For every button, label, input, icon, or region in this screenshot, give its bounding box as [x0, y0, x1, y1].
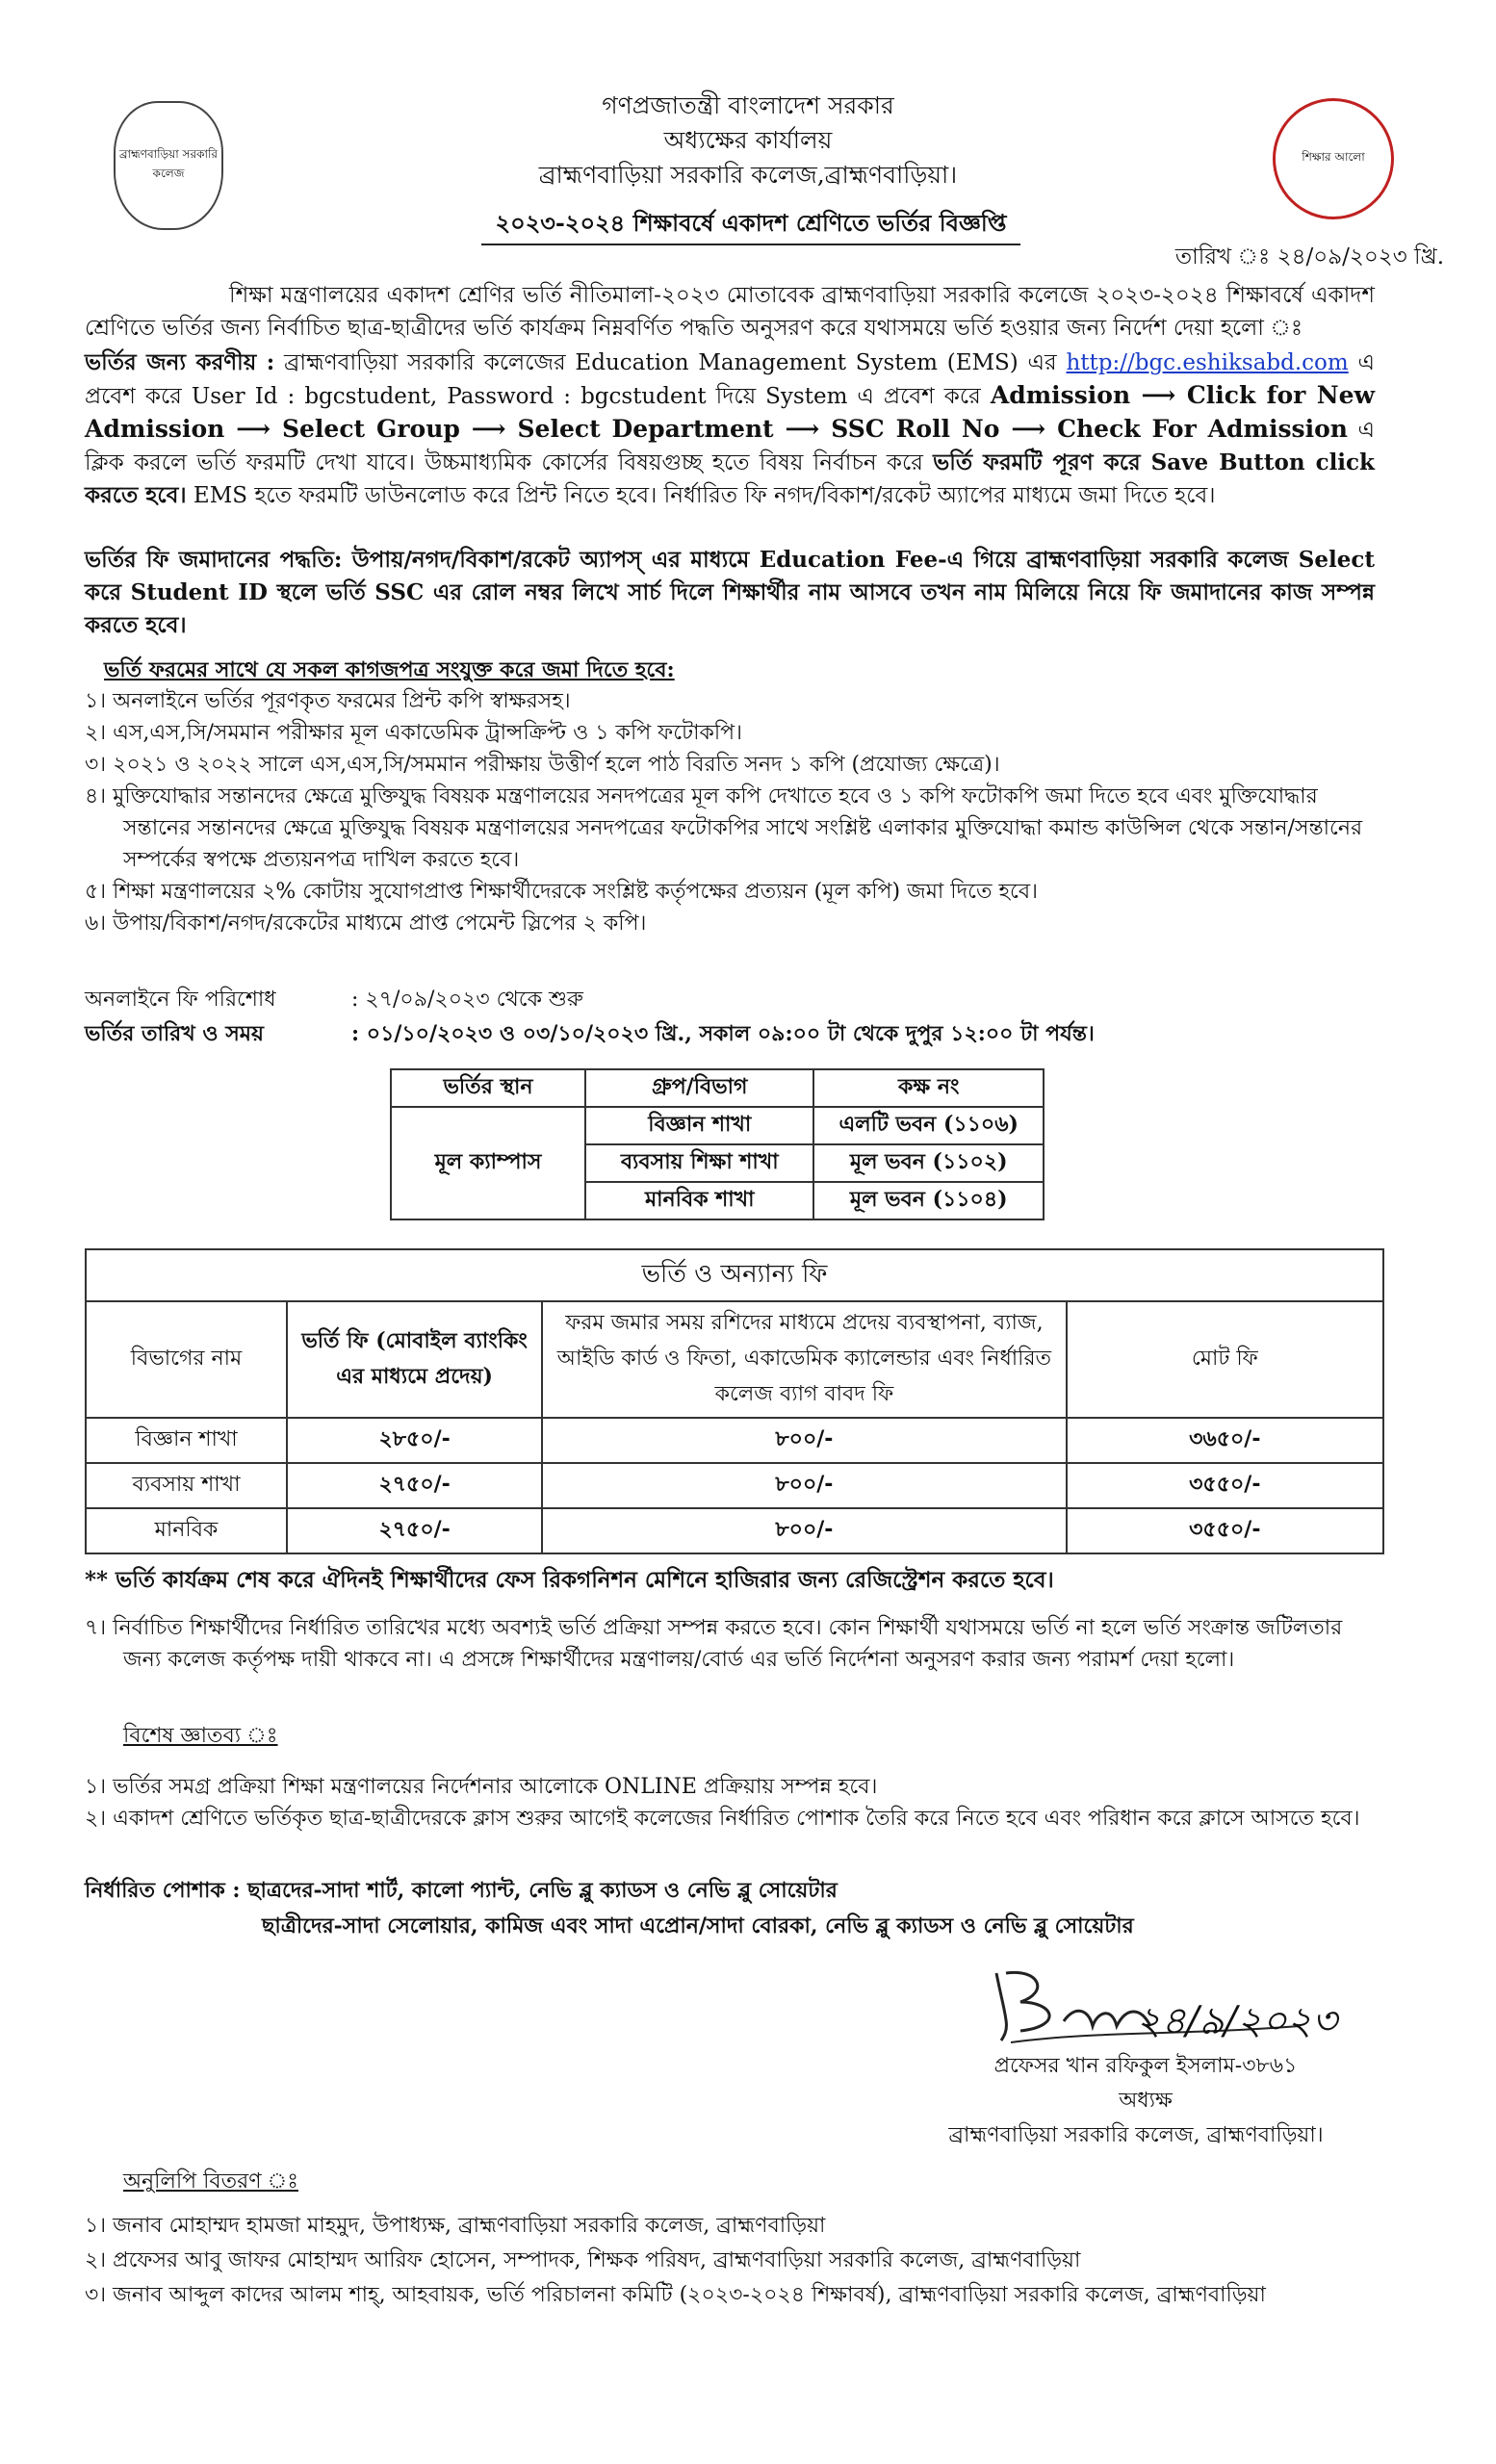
admission-steps: Admission ⟶ Click for New Admission ⟶ Select Group ⟶ Select Department ⟶ SSC Roll No ⟶ Check For Admission [85, 381, 1375, 443]
table-cell: মানবিক শাখা [585, 1182, 813, 1219]
todo-label: ভর্তির জন্য করণীয় : [85, 349, 275, 375]
venue-place: মূল ক্যাম্পাস [391, 1107, 585, 1219]
header-cell: ভর্তির স্থান [391, 1069, 585, 1107]
table-cell: ৮০০/- [542, 1508, 1066, 1553]
todo-bold-3: ভর্তি ফরমটি পূরণ করে Save Button click করতে হবে। [85, 449, 1375, 508]
distribution-heading: অনুলিপি বিতরণ ঃ [123, 2169, 298, 2194]
office-line: অধ্যক্ষের কার্যালয় [663, 126, 833, 154]
table-cell: ৩৫৫০/- [1067, 1508, 1383, 1553]
fee-table [85, 1248, 1384, 1554]
todo-text-3: এ ক্লিক করলে ভর্তি ফরমটি দেখা যাবে। উচ্চমাধ্যমিক কোর্সের বিষয়গুচ্ছ হতে বিষয় নির্বাচন করে [85, 418, 1375, 475]
table-cell: মূল ভবন (১১০৪) [813, 1182, 1044, 1219]
distribution-item: ১। জনাব মোহাম্মদ হামজা মাহমুদ, উপাধ্যক্ষ, ব্রাহ্মণবাড়িয়া সরকারি কলেজ, ব্রাহ্মণবাড়িয়া [85, 2214, 826, 2238]
online-fee-label: অনলাইনে ফি পরিশোধ [85, 988, 276, 1012]
header-cell: কক্ষ নং [813, 1069, 1044, 1107]
table-cell: ৩৫৫০/- [1067, 1463, 1383, 1508]
document-item: ৬। উপায়/বিকাশ/নগদ/রকেটের মাধ্যমে প্রাপ্ত পেমেন্ট স্লিপের ২ কপি। [85, 911, 647, 936]
distribution-list [85, 2209, 1432, 2313]
instruction-item-7: ৭। নির্বাচিত শিক্ষার্থীদের নির্ধারিত তারিখের মধ্যে অবশ্যই ভর্তি প্রক্রিয়া সম্পন্ন করতে হবে। কোন শিক্ষার্থী যথাসময়ে ভর্তি না হলে ভর্তি সংক্রান্ত জটিলতার জন্য কলেজ কর্তৃপক্ষ দায়ী থাকবে না। এ প্রসঙ্গে শিক্ষার্থীদের মন্ত্রণালয়/বোর্ড এর ভর্তি নির্দেশনা অনুসরণ করার জন্য পরামর্শ দেয়া হলো। [85, 1616, 1343, 1672]
header-cell: বিভাগের নাম [86, 1301, 287, 1418]
signatory-name: প্রফেসর খান রফিকুল ইসলাম-৩৮৬১ [993, 2054, 1298, 2078]
notice-title: ২০২৩-২০২৪ শিক্ষাবর্ষে একাদশ শ্রেণিতে ভর্তির বিজ্ঞপ্তি [481, 205, 1020, 245]
table-cell: মূল ভবন (১১০২) [813, 1144, 1044, 1182]
seal-logo-text: শিক্ষার আলো [1302, 150, 1365, 164]
intro-paragraph: শিক্ষা মন্ত্রণালয়ের একাদশ শ্রেণির ভর্তি নীতিমালা-২০২৩ মোতাবেক ব্রাহ্মণবাড়িয়া সরকারি কলেজে ২০২৩-২০২৪ শিক্ষাবর্ষে একাদশ শ্রেণিতে ভর্তির জন্য নির্বাচিত ছাত্র-ছাত্রীদের ভর্তি কার্যক্রম নিম্নবর্ণিত পদ্ধতি অনুসরণ করে যথাসময়ে ভর্তি হওয়ার জন্য নির্দেশ দেয়া হলো ঃ [85, 283, 1375, 341]
todo-text-2: এ প্রবেশ করে User Id : bgcstudent, Password : bgcstudent দিয়ে System এ প্রবেশ করে [85, 350, 1375, 409]
college-logo-text: ব্রাহ্মণবাড়িয়া সরকারি কলেজ [119, 147, 218, 180]
table-cell: ৮০০/- [542, 1418, 1066, 1463]
online-fee-value: : ২৭/০৯/২০২৩ থেকে শুরু [351, 988, 583, 1012]
venue-table [390, 1068, 1045, 1220]
table-row [86, 1463, 1383, 1508]
document-item: ৩। ২০২১ ও ২০২২ সালে এস,এস,সি/সমমান পরীক্ষায় উত্তীর্ণ হলে পাঠ বিরতি সনদ ১ কপি (প্রযোজ্য ক্ষেত্রে)। [85, 753, 1000, 777]
procedure-paragraph [85, 346, 1375, 512]
table-cell: বিজ্ঞান শাখা [86, 1418, 287, 1463]
dress-code-boys [85, 1875, 1413, 1907]
fee-table-title-row [86, 1249, 1383, 1301]
table-row [391, 1107, 1044, 1144]
dress-label: নির্ধারিত পোশাক : [85, 1878, 241, 1903]
table-row [86, 1508, 1383, 1553]
distribution-item: ২। প্রফেসর আবু জাফর মোহাম্মদ আরিফ হোসেন, সম্পাদক, শিক্ষক পরিষদ, ব্রাহ্মণবাড়িয়া সরকারি কলেজ, ব্রাহ্মণবাড়িয়া [85, 2248, 1081, 2272]
table-cell: ব্যবসায় শিক্ষা শাখা [585, 1144, 813, 1182]
gov-line: গণপ্রজাতন্ত্রী বাংলাদেশ সরকার [602, 91, 894, 119]
signature-date: ২৪/৯/২০২৩ [1136, 1999, 1337, 2043]
table-row [86, 1418, 1383, 1463]
todo-text-4: EMS হতে ফরমটি ডাউনলোড করে প্রিন্ট নিতে হবে। নির্ধারিত ফি নগদ/বিকাশ/রকেট অ্যাপের মাধ্যমে জমা দিতে হবে। [186, 483, 1216, 508]
admission-date-label: ভর্তির তারিখ ও সময় [85, 1021, 264, 1046]
college-line: ব্রাহ্মণবাড়িয়া সরকারি কলেজ,ব্রাহ্মণবাড়িয়া। [538, 161, 958, 189]
table-cell: মানবিক [86, 1508, 287, 1553]
special-list [85, 1771, 1375, 1835]
table-cell: বিজ্ঞান শাখা [585, 1107, 813, 1144]
signatory-designation: অধ্যক্ষ [1119, 2089, 1173, 2113]
header-cell: গ্রুপ/বিভাগ [585, 1069, 813, 1107]
document-item: ২। এস,এস,সি/সমমান পরীক্ষার মূল একাডেমিক ট্রান্সক্রিপ্ট ও ১ কপি ফটোকপি। [85, 721, 742, 745]
seal-logo [1273, 98, 1394, 219]
college-logo [114, 101, 223, 230]
table-cell: ২৭৫০/- [287, 1463, 542, 1508]
table-cell: ২৮৫০/- [287, 1418, 542, 1463]
document-item: ১। অনলাইনে ভর্তির পূরণকৃত ফরমের প্রিন্ট কপি স্বাক্ষরসহ। [85, 689, 571, 713]
fee-method-paragraph: ভর্তির ফি জমাদানের পদ্ধতি: উপায়/নগদ/বিকাশ/রকেট অ্যাপস্ এর মাধ্যমে Education Fee-এ গিয়ে ব্রাহ্মণবাড়িয়া সরকারি কলেজ Select করে Student ID স্থলে ভর্তি SSC এর রোল নম্বর লিখে সার্চ দিলে শিক্ষার্থীর নাম আসবে তখন নাম মিলিয়ে নিয়ে ফি জমাদানের কাজ সম্পন্ন করতে হবে। [85, 547, 1375, 638]
table-cell: ৮০০/- [542, 1463, 1066, 1508]
ems-link[interactable]: http://bgc.eshiksabd.com [1066, 350, 1349, 375]
document-item: ৪। মুক্তিযোদ্ধার সন্তানদের ক্ষেত্রে মুক্তিযুদ্ধ বিষয়ক মন্ত্রণালয়ের সনদপত্রের মূল কপি দেখাতে হবে ও ১ কপি ফটোকপি জমা দিতে হবে এবং মুক্তিযোদ্ধার সন্তানের সন্তানদের ক্ষেত্রে মুক্তিযুদ্ধ বিষয়ক মন্ত্রণালয়ের সনদপত্রের ফটোকপির সাথে সংশ্লিষ্ট এলাকার মুক্তিযোদ্ধা কমান্ড কাউন্সিল থেকে সন্তান/সন্তানের সম্পর্কের স্বপক্ষে প্রত্যয়নপত্র দাখিল করতে হবে। [85, 784, 1363, 872]
table-header-row [391, 1069, 1044, 1107]
document-item: ৫। শিক্ষা মন্ত্রণালয়ের ২% কোটায় সুযোগপ্রাপ্ত শিক্ষার্থীদেরকে সংশ্লিষ্ট কর্তৃপক্ষের প্রত্যয়ন (মূল কপি) জমা দিতে হবে। [85, 880, 1038, 904]
todo-text: ব্রাহ্মণবাড়িয়া সরকারি কলেজের Education Management System (EMS) এর [274, 350, 1067, 375]
distribution-item: ৩। জনাব আব্দুল কাদের আলম শাহ্, আহবায়ক, ভর্তি পরিচালনা কমিটি (২০২৩-২০২৪ শিক্ষাবর্ষ), ব্রাহ্মণবাড়িয়া সরকারি কলেজ, ব্রাহ্মণবাড়িয়া [85, 2283, 1266, 2307]
table-header-row [86, 1301, 1383, 1418]
documents-heading: ভর্তি ফরমের সাথে যে সকল কাগজপত্র সংযুক্ত করে জমা দিতে হবে: [104, 657, 675, 682]
documents-list [85, 685, 1384, 939]
header-cell: মোট ফি [1067, 1301, 1383, 1418]
fee-table-title: ভর্তি ও অন্যান্য ফি [86, 1249, 1383, 1301]
notice-date: তারিখ ঃ ২৪/০৯/২০২৩ খ্রি. [1174, 244, 1444, 270]
header-cell: ভর্তি ফি (মোবাইল ব্যাংকিং এর মাধ্যমে প্রদেয়) [287, 1301, 542, 1418]
table-cell: ২৭৫০/- [287, 1508, 542, 1553]
face-recognition-notice: ** ভর্তি কার্যক্রম শেষ করে ঐদিনই শিক্ষার্থীদের ফেস রিকগনিশন মেশিনে হাজিরার জন্য রেজিস্ট্রেশন করতে হবে। [85, 1567, 1054, 1593]
special-item: ১। ভর্তির সমগ্র প্রক্রিয়া শিক্ষা মন্ত্রণালয়ের নির্দেশনার আলোকে ONLINE প্রক্রিয়ায় সম্পন্ন হবে। [85, 1775, 878, 1799]
table-cell: ব্যবসায় শাখা [86, 1463, 287, 1508]
special-item: ২। একাদশ শ্রেণিতে ভর্তিকৃত ছাত্র-ছাত্রীদেরকে ক্লাস শুরুর আগেই কলেজের নির্ধারিত পোশাক তৈরি করে নিতে হবে এবং পরিধান করে ক্লাসে আসতে হবে। [85, 1807, 1360, 1831]
dress-code-girls: ছাত্রীদের-সাদা সেলোয়ার, কামিজ এবং সাদা এপ্রোন/সাদা বোরকা, নেভি ব্লু ক্যাডস ও নেভি ব্লু সোয়েটার [262, 1913, 1134, 1938]
header-cell: ফরম জমার সময় রশিদের মাধ্যমে প্রদেয় ব্যবস্থাপনা, ব্যাজ, আইডি কার্ড ও ফিতা, একাডেমিক ক্যালেন্ডার এবং নির্ধারিত কলেজ ব্যাগ বাবদ ফি [542, 1301, 1066, 1418]
signatory-institution: ব্রাহ্মণবাড়িয়া সরকারি কলেজ, ব্রাহ্মণবাড়িয়া। [948, 2123, 1324, 2147]
table-cell: এলটি ভবন (১১০৬) [813, 1107, 1044, 1144]
admission-date-value: : ০১/১০/২০২৩ ও ০৩/১০/২০২৩ খ্রি., সকাল ০৯:০০ টা থেকে দুপুর ১২:০০ টা পর্যন্ত। [351, 1021, 1095, 1046]
dress-boys: ছাত্রদের-সাদা শার্ট, কালো প্যান্ট, নেভি ব্লু ক্যাডস ও নেভি ব্লু সোয়েটার [240, 1878, 838, 1903]
table-cell: ৩৬৫০/- [1067, 1418, 1383, 1463]
special-heading: বিশেষ জ্ঞাতব্য ঃ [123, 1724, 278, 1748]
